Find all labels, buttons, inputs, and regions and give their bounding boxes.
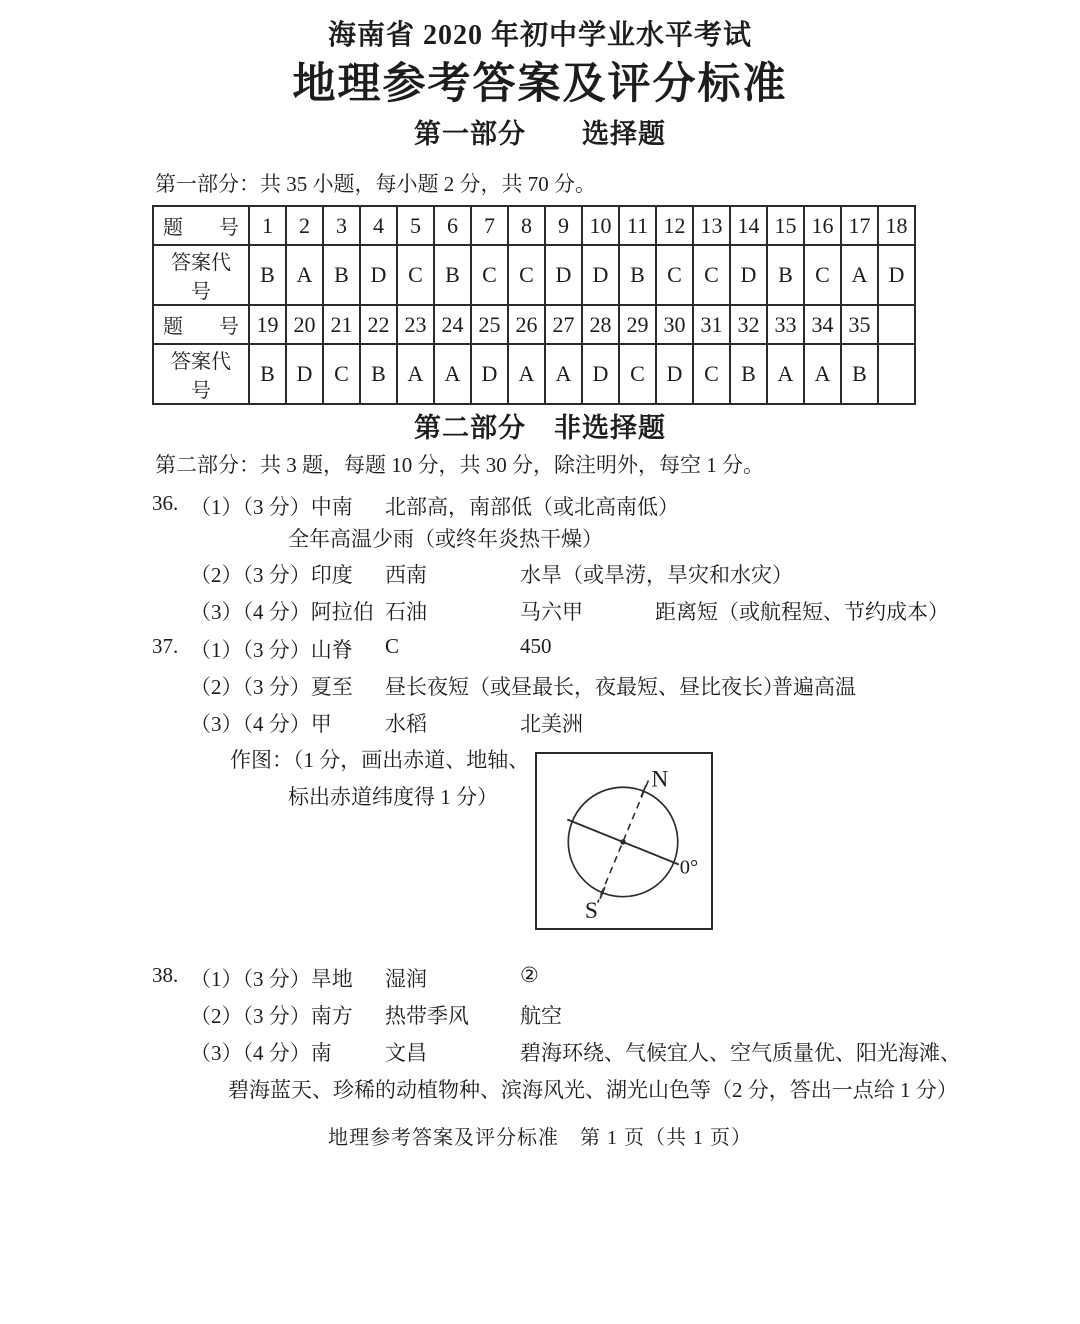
answer-line <box>0 1074 1080 1104</box>
question-number-cell <box>878 305 915 344</box>
question-number-cell: 2 <box>286 206 323 245</box>
answer-segment: 航空 <box>520 1004 562 1028</box>
question-number-cell: 18 <box>878 206 915 245</box>
answer-segment: 马六甲 <box>520 600 583 624</box>
answer-letter-cell: D <box>545 245 582 305</box>
answer-segment: 水稻 <box>385 712 427 736</box>
answer-segment: C <box>385 634 400 658</box>
answer-letter-cell: B <box>619 245 656 305</box>
globe-diagram <box>535 752 713 930</box>
answer-segment: （1）（3 分）山脊 <box>190 638 353 662</box>
equator-degree-label: 0° <box>679 856 699 879</box>
answer-segment: 湿润 <box>385 967 427 991</box>
question-number-row <box>153 206 915 245</box>
answer-segment: 碧海蓝天、珍稀的动植物种、滨海风光、湖光山色等（2 分，答出一点给 1 分） <box>228 1078 958 1102</box>
answer-segment: 热带季风 <box>385 1004 469 1028</box>
answer-line <box>0 963 1080 993</box>
question-number-cell: 1 <box>249 206 286 245</box>
answer-letter-cell: C <box>693 245 730 305</box>
question-number-cell: 21 <box>323 305 360 344</box>
answer-letter-cell: D <box>730 245 767 305</box>
answer-letter-cell: D <box>878 245 915 305</box>
question-number-cell: 14 <box>730 206 767 245</box>
answer-letter-cell: C <box>619 344 656 404</box>
answer-letter-cell: C <box>804 245 841 305</box>
exam-title: 海南省 2020 年初中学业水平考试 <box>327 20 752 51</box>
question-number-cell: 13 <box>693 206 730 245</box>
answer-letter-cell: B <box>249 245 286 305</box>
answer-line <box>0 671 1080 701</box>
answer-segment: 碧海环绕、气候宜人、空气质量优、阳光海滩、 <box>520 1041 961 1065</box>
answer-letter-cell: B <box>360 344 397 404</box>
section2-intro: 第二部分：共 3 题，每题 10 分，共 30 分，除注明外，每空 1 分。 <box>155 453 764 477</box>
question-number-cell: 8 <box>508 206 545 245</box>
answer-segment: 标出赤道纬度得 1 分） <box>288 785 498 809</box>
section2-heading: 第二部分 非选择题 <box>414 413 666 443</box>
answer-segment: （3）（4 分）甲 <box>190 712 332 736</box>
question-number-cell: 10 <box>582 206 619 245</box>
answer-letter-cell: D <box>471 344 508 404</box>
question-number-cell: 6 <box>434 206 471 245</box>
question-number-cell: 25 <box>471 305 508 344</box>
answer-segment: 36. <box>152 491 179 515</box>
question-number-cell: 5 <box>397 206 434 245</box>
answer-letter-cell: A <box>841 245 878 305</box>
table-row-header: 题 号 <box>153 305 249 344</box>
answer-segment: 文昌 <box>385 1041 427 1065</box>
question-number-cell: 9 <box>545 206 582 245</box>
answer-segment: （3）（4 分）阿拉伯 <box>190 600 374 624</box>
answer-letter-cell: C <box>323 344 360 404</box>
question-number-cell: 28 <box>582 305 619 344</box>
answer-letter-cell: B <box>767 245 804 305</box>
question-number-cell: 12 <box>656 206 693 245</box>
answer-letter-cell: D <box>582 344 619 404</box>
answer-letter-cell: C <box>656 245 693 305</box>
question-number-cell: 3 <box>323 206 360 245</box>
answer-letter-cell: A <box>545 344 582 404</box>
answer-letter-cell: A <box>286 245 323 305</box>
question-number-cell: 26 <box>508 305 545 344</box>
answer-letter-cell: A <box>767 344 804 404</box>
question-number-cell: 34 <box>804 305 841 344</box>
question-number-cell: 23 <box>397 305 434 344</box>
answer-segment: 北部高，南部低（或北高南低） <box>385 495 679 519</box>
answer-segment: 西南 <box>385 563 427 587</box>
answer-letter-cell: D <box>286 344 323 404</box>
answer-letter-row <box>153 245 915 305</box>
document-title: 地理参考答案及评分标准 <box>292 60 788 108</box>
question-number-cell: 27 <box>545 305 582 344</box>
question-number-row <box>153 305 915 344</box>
answer-segment: （2）（3 分）夏至 <box>190 675 353 699</box>
answer-letter-cell: C <box>397 245 434 305</box>
section1-heading: 第一部分 选择题 <box>414 119 666 149</box>
question-number-cell: 24 <box>434 305 471 344</box>
answer-letter-cell: C <box>693 344 730 404</box>
answer-letter-cell <box>878 344 915 404</box>
table-row-header: 答案代号 <box>153 344 249 404</box>
question-number-cell: 4 <box>360 206 397 245</box>
answer-segment: （3）（4 分）南 <box>190 1041 332 1065</box>
section1-intro: 第一部分：共 35 小题，每小题 2 分，共 70 分。 <box>155 172 596 196</box>
answer-segment: （2）（3 分）印度 <box>190 563 353 587</box>
question-number-cell: 35 <box>841 305 878 344</box>
table-row-header: 答案代号 <box>153 245 249 305</box>
answer-line <box>0 708 1080 738</box>
answer-segment: 距离短（或航程短、节约成本） <box>655 600 949 624</box>
answer-segment: （1）（3 分）旱地 <box>190 967 353 991</box>
answer-letter-row <box>153 344 915 404</box>
answer-line <box>0 596 1080 626</box>
answer-letter-cell: A <box>508 344 545 404</box>
answer-segment: 全年高温少雨（或终年炎热干燥） <box>288 527 603 551</box>
answer-segment: 37. <box>152 634 179 658</box>
answer-letter-cell: B <box>730 344 767 404</box>
answer-segment: （2）（3 分）南方 <box>190 1004 353 1028</box>
answer-segment: 450 <box>520 634 552 658</box>
multiple-choice-answer-table <box>152 205 916 405</box>
answer-line <box>0 523 1080 553</box>
question-number-cell: 11 <box>619 206 656 245</box>
answer-segment: 北美洲 <box>520 712 583 736</box>
question-number-cell: 16 <box>804 206 841 245</box>
question-number-cell: 15 <box>767 206 804 245</box>
answer-letter-cell: B <box>323 245 360 305</box>
question-number-cell: 29 <box>619 305 656 344</box>
answer-segment: 水旱（或旱涝，旱灾和水灾） <box>520 563 793 587</box>
answer-line <box>0 1037 1080 1067</box>
question-number-cell: 7 <box>471 206 508 245</box>
answer-letter-cell: B <box>434 245 471 305</box>
answer-letter-cell: C <box>471 245 508 305</box>
answer-letter-cell: A <box>434 344 471 404</box>
answer-line <box>0 634 1080 664</box>
answer-letter-cell: D <box>656 344 693 404</box>
globe-diagram-svg <box>537 754 711 928</box>
answer-segment: 普遍高温 <box>772 675 856 699</box>
south-pole-label: S <box>584 898 598 925</box>
answer-letter-cell: A <box>397 344 434 404</box>
answer-letter-cell: B <box>841 344 878 404</box>
globe-center-dot <box>620 839 625 844</box>
answer-letter-cell: D <box>360 245 397 305</box>
answer-letter-cell: D <box>582 245 619 305</box>
answer-segment: ② <box>520 963 539 987</box>
answer-segment: 作图：（1 分，画出赤道、地轴、 <box>230 748 530 772</box>
answer-letter-cell: B <box>249 344 286 404</box>
answer-segment: 石油 <box>385 600 427 624</box>
answer-segment: 昼长夜短（或昼最长，夜最短、昼比夜长） <box>385 675 784 699</box>
answer-letter-cell: C <box>508 245 545 305</box>
question-number-cell: 19 <box>249 305 286 344</box>
answer-line <box>0 1000 1080 1030</box>
question-number-cell: 32 <box>730 305 767 344</box>
question-number-cell: 30 <box>656 305 693 344</box>
answer-line <box>0 491 1080 521</box>
answer-line <box>0 559 1080 589</box>
answer-segment: （1）（3 分）中南 <box>190 495 353 519</box>
question-number-cell: 31 <box>693 305 730 344</box>
answer-segment: 38. <box>152 963 179 987</box>
north-pole-label: N <box>651 766 669 793</box>
answer-letter-cell: A <box>804 344 841 404</box>
question-number-cell: 22 <box>360 305 397 344</box>
page-footer: 地理参考答案及评分标准 第 1 页（共 1 页） <box>328 1127 752 1149</box>
question-number-cell: 33 <box>767 305 804 344</box>
question-number-cell: 17 <box>841 206 878 245</box>
question-number-cell: 20 <box>286 305 323 344</box>
table-row-header: 题 号 <box>153 206 249 245</box>
